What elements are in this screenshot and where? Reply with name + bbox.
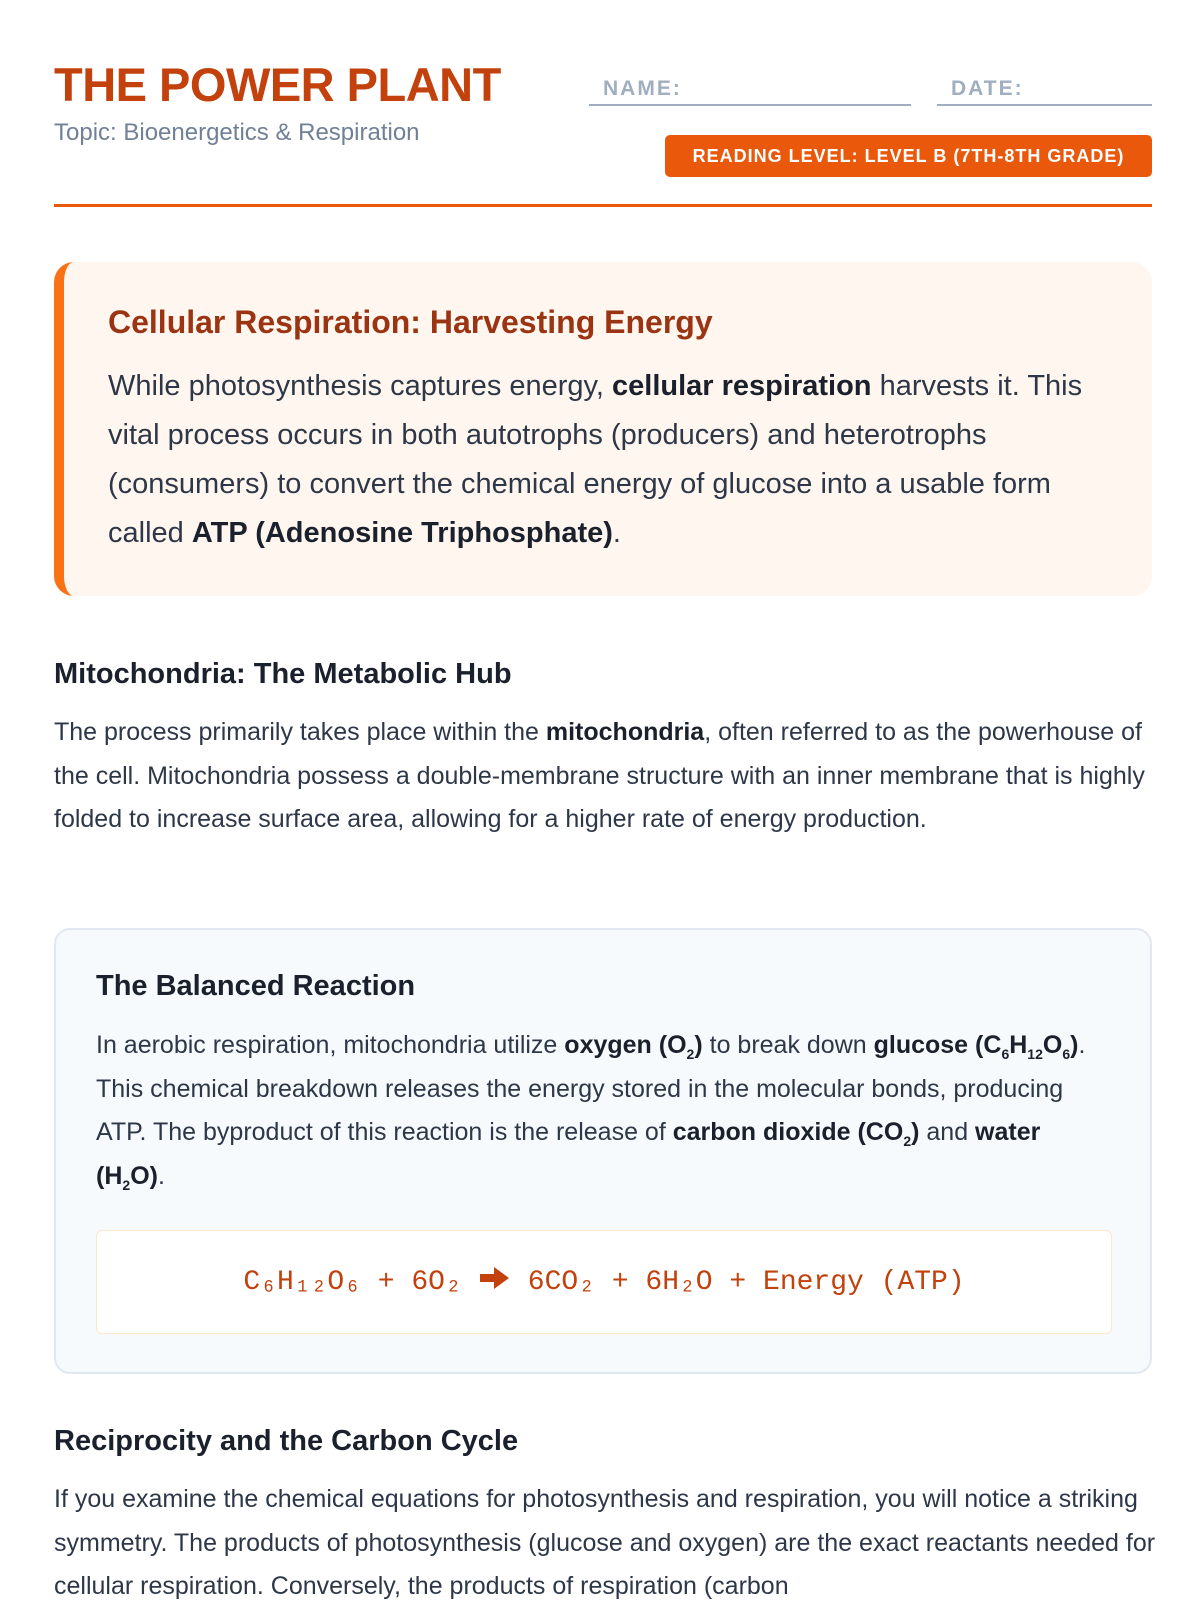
oxygen-term: oxygen $(O_2)$ — [564, 1031, 703, 1062]
header-divider — [54, 204, 1152, 207]
name-label: NAME: — [603, 77, 682, 100]
right-arrow-icon — [480, 1266, 510, 1299]
mitochondria-bold-term: mitochondria — [545, 718, 705, 746]
glucose-term: glucose — [873, 1031, 969, 1059]
chemical-equation — [96, 1230, 1112, 1334]
worksheet-title: THE POWER PLANT — [54, 58, 501, 111]
intro-bold-atp: ATP (Adenosine Triphosphate) — [191, 517, 613, 549]
equation-reactants: C₆H₁₂O₆ + 6O₂ — [243, 1266, 462, 1298]
intro-callout — [54, 262, 1152, 596]
reading-level-badge: READING LEVEL: LEVEL B (7TH-8TH GRADE) — [665, 135, 1152, 177]
glucose-formula: $(C_6H_{12}O_6)$ — [975, 1031, 1079, 1062]
reaction-text: In aerobic respiration, mitochondria utilize oxygen $(O_2)$ to break down glucose $(C_6H_{12}O_6)$. This chemical breakdown releases the energy stored in the molecular bonds, producing ATP. The byproduct of this reaction is the release of carbon dioxide $(CO_2)$ and water $(H_2O)$. — [96, 1031, 1086, 1193]
intro-text: While photosynthesis captures energy, cellular respiration harvests it. This vital process occurs in both autotrophs (producers) and heterotrophs (consumers) to convert the chemical energy of glucose into a usable form called ATP (Adenosine Triphosphate). — [108, 370, 1083, 549]
mitochondria-text: The process primarily takes place within the mitochondria, often referred to as the powerhouse of the cell. Mitochondria possess a double-membrane structure with an inner membrane that is highly folded to increase surface area, allowing for a higher rate of energy production. — [54, 718, 1145, 833]
intro-heading: Cellular Respiration: Harvesting Energy — [108, 304, 713, 340]
balanced-reaction-box — [54, 928, 1152, 1374]
carbon-cycle-heading: Reciprocity and the Carbon Cycle — [54, 1425, 519, 1457]
date-field[interactable] — [937, 74, 1152, 106]
date-label: DATE: — [951, 77, 1024, 100]
equation-products: 6CO₂ + 6H₂O + Energy (ATP) — [527, 1266, 965, 1298]
intro-bold-term: cellular respiration — [612, 370, 872, 402]
carbon-cycle-text: If you examine the chemical equations for photosynthesis and respiration, you will notice a striking symmetry. The products of photosynthesis (glucose and oxygen) are the exact reactants needed for cellular respiration. Conversely, the products of respiration (carbon — [54, 1485, 1156, 1600]
water-term: water $(H_2O)$ — [96, 1118, 1041, 1193]
topic-subtitle: Topic: Bioenergetics & Respiration — [54, 119, 420, 146]
name-field[interactable] — [589, 74, 911, 106]
mitochondria-heading: Mitochondria: The Metabolic Hub — [54, 658, 512, 690]
co2-formula: $(CO_2)$ — [857, 1118, 920, 1149]
reaction-heading: The Balanced Reaction — [96, 970, 416, 1002]
co2-term: carbon dioxide — [672, 1118, 851, 1146]
